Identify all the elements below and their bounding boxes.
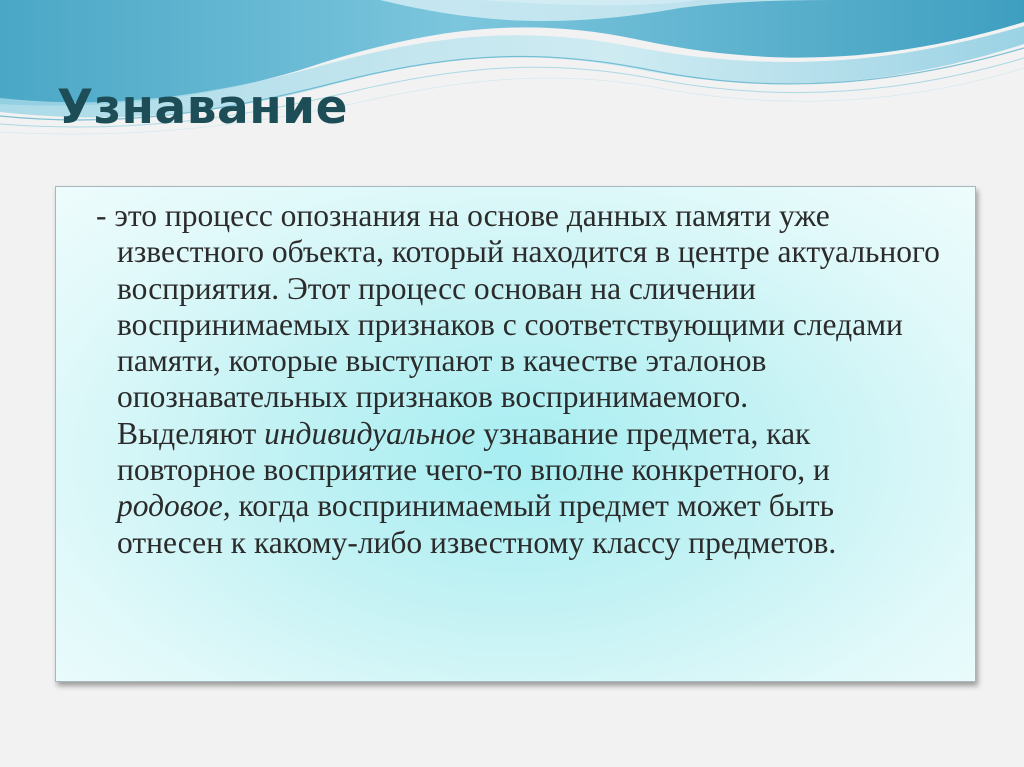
types-text-2: узнавание предмета, как повторное восприятие чего-то вполне конкретного, и: [117, 415, 830, 488]
content-box: [55, 186, 976, 682]
generic-term: родовое,: [117, 488, 231, 524]
types-text-3: когда воспринимаемый предмет может быть отнесен к какому-либо известному классу предметов.: [117, 488, 837, 560]
types-paragraph: [96, 416, 945, 561]
slide-title: Узнавание: [57, 80, 348, 135]
definition-paragraph: - это процесс опознания на основе данных памяти уже известного объекта, который находится в центре актуального восприятия. Этот процесс основан на сличении воспринимаемых признаков с соответствующими следами памяти, которые выступают в качестве эталонов опознавательных признаков воспринимаемого.: [96, 198, 940, 415]
types-text-1: Выделяют: [117, 415, 265, 451]
individual-term: индивидуальное: [264, 415, 476, 451]
